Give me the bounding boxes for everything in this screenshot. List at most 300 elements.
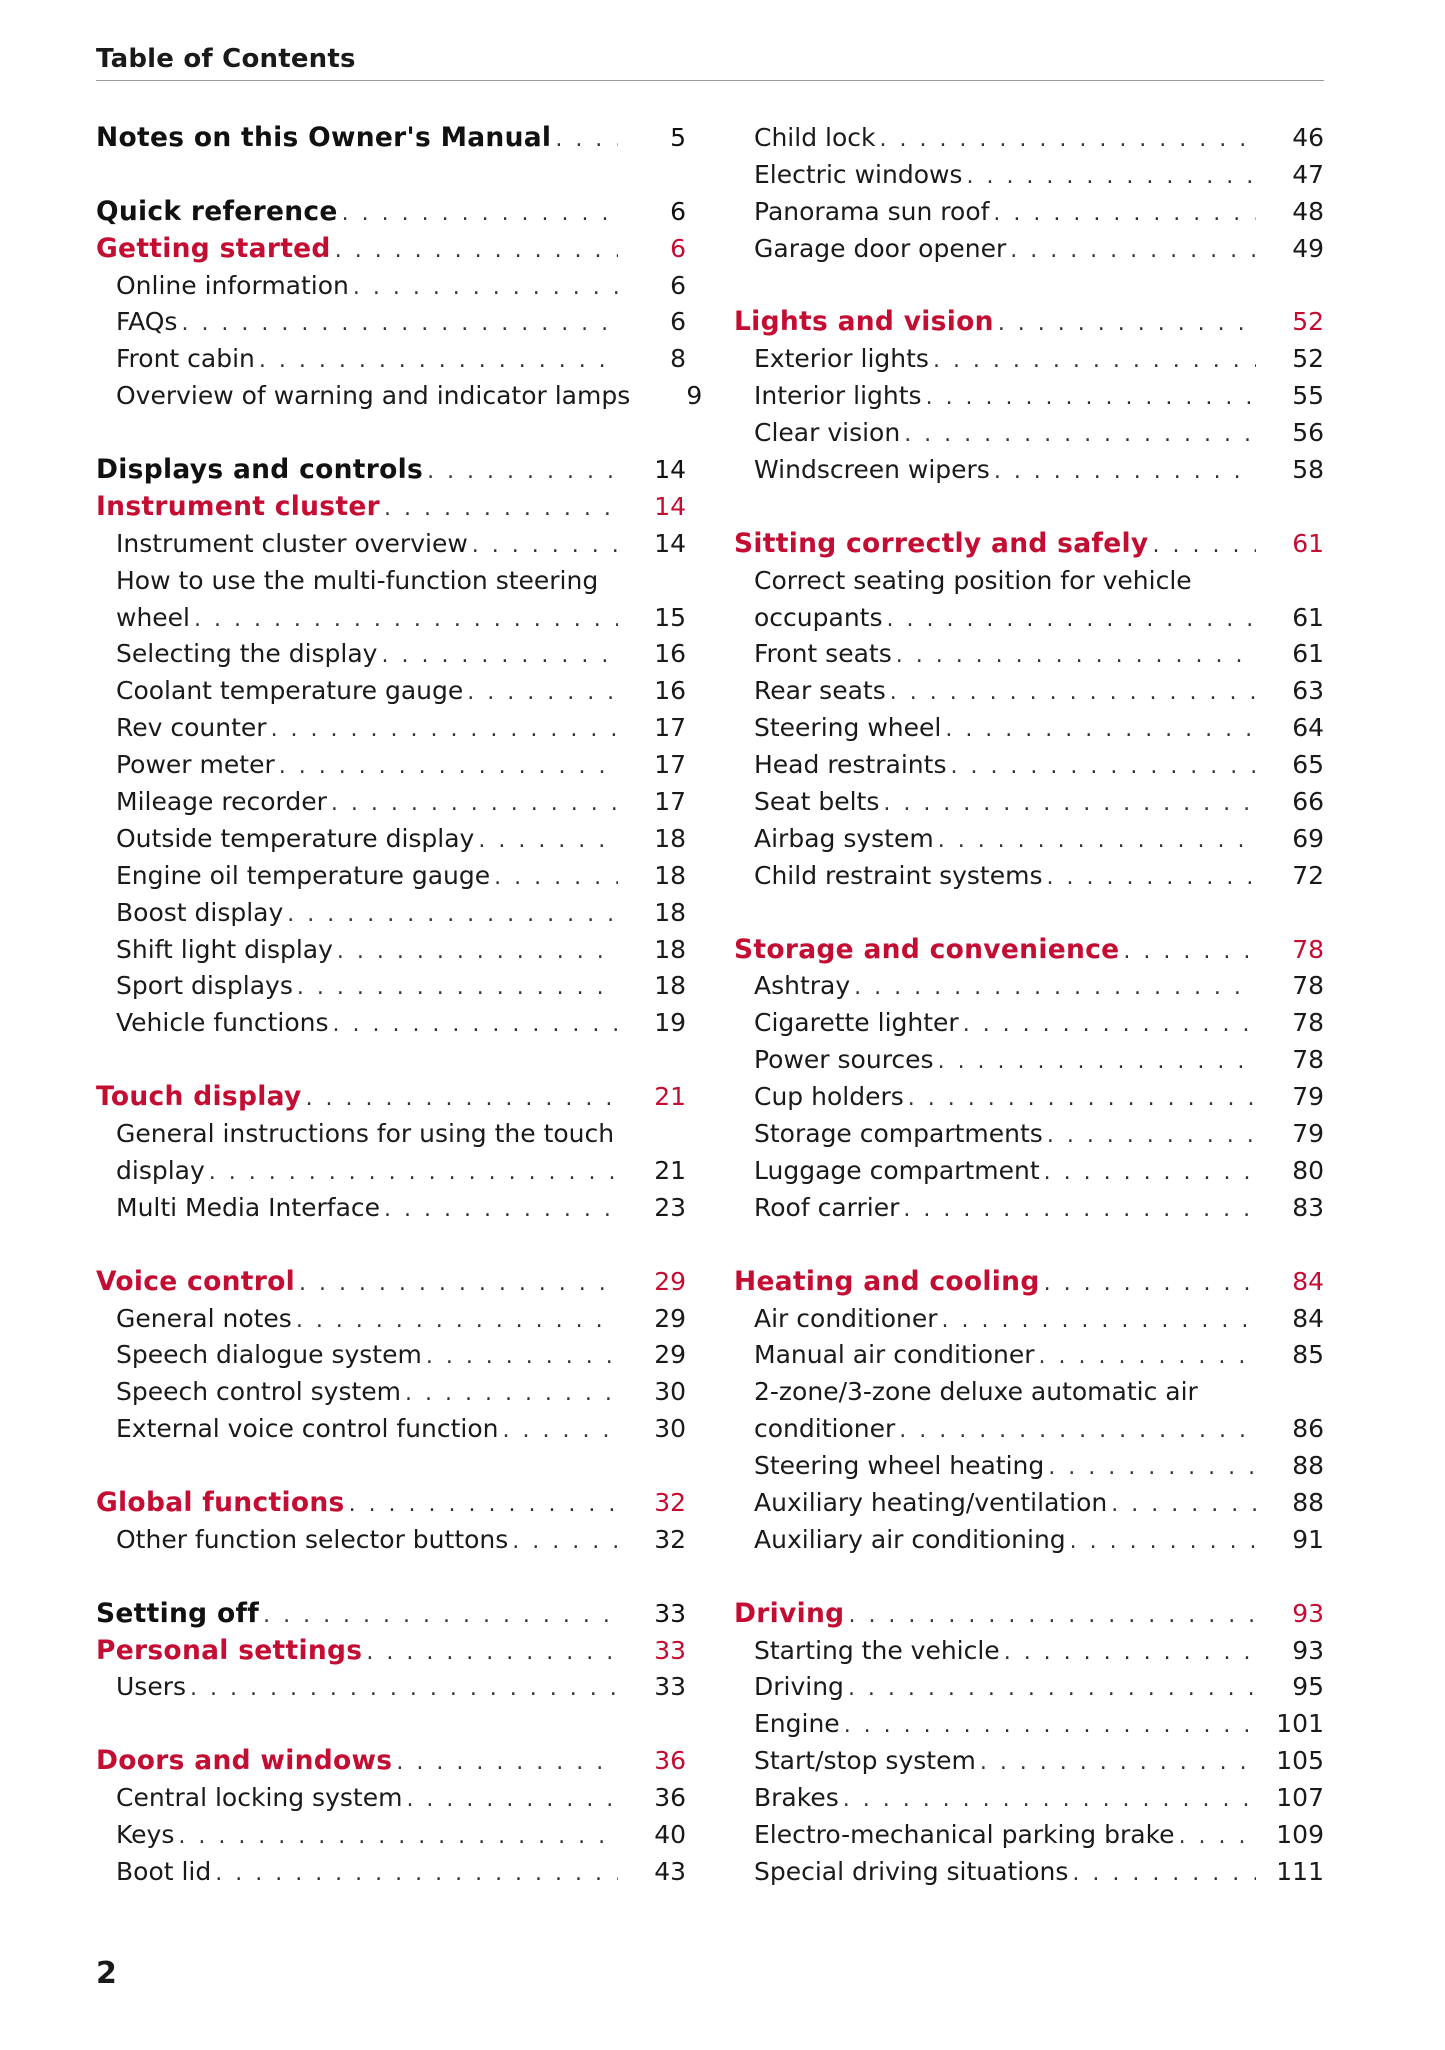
toc-entry-title: Starting the vehicle	[754, 1635, 1000, 1665]
toc-section-entry[interactable]	[96, 1669, 686, 1706]
toc-entry-page: 56	[1292, 418, 1324, 448]
toc-entry-page: 84	[1292, 1303, 1324, 1333]
toc-chapter-entry[interactable]	[734, 1596, 1324, 1633]
toc-entry-page: 18	[654, 971, 686, 1001]
toc-chapter-entry[interactable]	[734, 526, 1324, 563]
toc-entry-page: 101	[1276, 1709, 1324, 1739]
toc-entry-title: conditioner	[754, 1414, 896, 1444]
toc-dot-leader	[555, 122, 618, 159]
toc-dot-leader	[194, 602, 618, 639]
toc-spacer	[96, 157, 686, 194]
toc-section-entry[interactable]	[734, 636, 1324, 673]
toc-section-entry[interactable]	[734, 452, 1324, 489]
toc-entry-page: 91	[1292, 1524, 1324, 1554]
toc-section-entry[interactable]	[734, 157, 1324, 194]
toc-entry-page: 30	[654, 1414, 686, 1444]
toc-dot-leader	[271, 712, 618, 749]
toc-entry-page: 95	[1292, 1672, 1324, 1702]
toc-entry-title: Auxiliary heating/ventilation	[754, 1487, 1108, 1517]
toc-section-entry[interactable]	[96, 636, 686, 673]
toc-dot-leader	[178, 1819, 618, 1856]
toc-section-entry[interactable]	[734, 1633, 1324, 1670]
toc-dot-leader	[896, 638, 1256, 675]
toc-dot-leader	[478, 823, 618, 860]
toc-entry-page: 46	[1292, 123, 1324, 152]
toc-section-entry[interactable]	[96, 526, 686, 563]
toc-entry-page: 86	[1292, 1414, 1324, 1444]
toc-entry-title: Manual air conditioner	[754, 1340, 1035, 1370]
toc-dot-leader	[1072, 1856, 1256, 1893]
toc-section-entry[interactable]	[96, 747, 686, 784]
toc-section-entry[interactable]	[96, 341, 686, 378]
toc-dot-leader	[854, 970, 1256, 1007]
toc-section-entry[interactable]	[734, 563, 1324, 600]
toc-entry-page: 17	[654, 750, 686, 780]
toc-entry-title: Central locking system	[116, 1783, 403, 1813]
toc-entry-title: Driving	[734, 1597, 845, 1629]
toc-entry-title: Interior lights	[754, 381, 922, 411]
toc-section-entry[interactable]	[96, 673, 686, 710]
toc-entry-page: 8	[670, 344, 686, 374]
toc-entry-title: Power meter	[116, 750, 275, 780]
toc-column-right	[734, 120, 1324, 1891]
toc-dot-leader	[306, 1081, 618, 1118]
toc-entry-page: 16	[654, 676, 686, 706]
toc-dot-leader	[938, 1044, 1256, 1081]
toc-entry-page: 48	[1292, 196, 1324, 226]
toc-section-entry[interactable]	[96, 1374, 686, 1411]
toc-entry-title: 2-zone/3-zone deluxe automatic air	[754, 1377, 1198, 1407]
toc-chapter-entry[interactable]	[734, 932, 1324, 969]
toc-chapter-entry[interactable]	[96, 1485, 686, 1522]
toc-section-entry[interactable]	[734, 415, 1324, 452]
toc-entry-title: Storage and convenience	[734, 933, 1120, 965]
toc-section-entry[interactable]	[734, 1153, 1324, 1190]
toc-entry-title: Electro-mechanical parking brake	[754, 1819, 1175, 1849]
toc-entry-title: Heating and cooling	[734, 1265, 1040, 1297]
toc-chapter-entry[interactable]	[96, 1633, 686, 1670]
toc-entry-title: Quick reference	[96, 195, 338, 227]
toc-entry-page: 88	[1292, 1487, 1324, 1517]
toc-entry-title: Front seats	[754, 639, 892, 669]
toc-dot-leader	[1048, 1450, 1256, 1487]
toc-section-entry[interactable]	[734, 784, 1324, 821]
toc-entry-title: Airbag system	[754, 823, 934, 853]
toc-dot-leader	[384, 491, 618, 528]
toc-entry-title: Panorama sun roof	[754, 196, 990, 226]
page-header	[96, 44, 1324, 81]
toc-entry-title: Displays and controls	[96, 454, 424, 486]
toc-dot-leader	[890, 675, 1256, 712]
toc-entry-page: 29	[654, 1266, 686, 1296]
toc-chapter-entry[interactable]	[96, 452, 686, 489]
toc-dot-leader	[883, 786, 1256, 823]
toc-dot-leader	[926, 380, 1256, 417]
toc-entry-page: 18	[654, 934, 686, 964]
toc-dot-leader	[381, 638, 618, 675]
toc-section-entry[interactable]	[734, 821, 1324, 858]
toc-spacer	[96, 1227, 686, 1264]
toc-section-entry[interactable]	[96, 378, 703, 415]
toc-dot-leader	[296, 1303, 618, 1340]
toc-entry-title: Special driving situations	[754, 1856, 1069, 1886]
toc-entry-page: 78	[1292, 971, 1324, 1001]
toc-section-entry[interactable]	[734, 341, 1324, 378]
toc-entry-title: Steering wheel	[754, 713, 942, 743]
toc-entry-title: wheel	[116, 602, 190, 632]
toc-section-entry[interactable]	[734, 1042, 1324, 1079]
toc-entry-title: Cigarette lighter	[754, 1008, 959, 1038]
toc-entry-page: 66	[1292, 787, 1324, 817]
toc-spacer	[96, 1042, 686, 1079]
toc-entry-page: 29	[654, 1303, 686, 1333]
toc-spacer	[734, 1559, 1324, 1596]
toc-entry-title: Engine oil temperature gauge	[116, 860, 491, 890]
toc-section-entry[interactable]	[96, 1854, 686, 1891]
page-title: Table of Contents	[96, 44, 356, 74]
toc-section-entry[interactable]	[734, 1448, 1324, 1485]
toc-entry-title: Power sources	[754, 1045, 934, 1075]
toc-section-entry[interactable]	[734, 968, 1324, 1005]
toc-entry-page: 9	[686, 381, 703, 411]
toc-dot-leader	[259, 343, 618, 380]
toc-dot-leader	[1004, 1635, 1256, 1672]
toc-entry-title: Instrument cluster	[96, 490, 380, 522]
toc-section-entry[interactable]	[96, 1780, 686, 1817]
toc-section-entry[interactable]	[96, 1005, 686, 1042]
toc-entry-page: 78	[1292, 1008, 1324, 1038]
toc-section-entry[interactable]	[96, 1411, 686, 1448]
toc-entry-title: Garage door opener	[754, 233, 1007, 263]
toc-entry-title: General instructions for using the touch	[116, 1119, 615, 1149]
toc-entry-page: 83	[1292, 1192, 1324, 1222]
toc-section-entry[interactable]	[734, 1079, 1324, 1116]
toc-section-entry[interactable]	[734, 600, 1324, 637]
toc-section-entry[interactable]	[96, 858, 686, 895]
toc-entry-title: Clear vision	[754, 418, 901, 448]
toc-dot-leader	[908, 1081, 1256, 1118]
toc-entry-page: 93	[1292, 1598, 1324, 1628]
toc-dot-leader	[209, 1155, 618, 1192]
toc-dot-leader	[980, 1745, 1256, 1782]
toc-entry-page: 6	[670, 233, 686, 263]
toc-entry-title: Shift light display	[116, 934, 333, 964]
toc-entry-page: 79	[1292, 1119, 1324, 1149]
toc-section-entry[interactable]	[734, 747, 1324, 784]
toc-dot-leader	[887, 602, 1257, 639]
toc-entry-title: Boost display	[116, 897, 284, 927]
toc-dot-leader	[848, 1598, 1256, 1635]
toc-section-entry[interactable]	[96, 784, 686, 821]
toc-entry-title: Users	[116, 1672, 187, 1702]
toc-entry-title: Coolant temperature gauge	[116, 676, 464, 706]
toc-dot-leader	[337, 934, 618, 971]
toc-entry-page: 107	[1276, 1783, 1324, 1813]
toc-dot-leader	[1111, 1487, 1256, 1524]
page-number: 2	[96, 1956, 117, 1991]
toc-section-entry[interactable]	[96, 304, 686, 341]
toc-entry-title: External voice control function	[116, 1414, 499, 1444]
toc-entry-page: 61	[1292, 528, 1324, 558]
toc-section-entry[interactable]	[734, 1854, 1324, 1891]
toc-entry-page: 52	[1292, 307, 1324, 337]
toc-dot-leader	[427, 454, 618, 491]
toc-entry-title: Child lock	[754, 123, 876, 152]
toc-dot-leader	[503, 1413, 618, 1450]
toc-entry-page: 105	[1276, 1746, 1324, 1776]
toc-dot-leader	[366, 1635, 618, 1672]
toc-entry-title: Speech control system	[116, 1377, 402, 1407]
toc-entry-page: 18	[654, 823, 686, 853]
toc-entry-title: display	[116, 1155, 205, 1185]
toc-dot-leader	[181, 306, 618, 343]
toc-entry-page: 69	[1292, 823, 1324, 853]
toc-spacer	[734, 895, 1324, 932]
toc-entry-page: 5	[670, 123, 686, 152]
toc-dot-leader	[933, 343, 1256, 380]
toc-entry-page: 21	[654, 1082, 686, 1112]
toc-spacer	[96, 1706, 686, 1743]
toc-dot-leader	[844, 1708, 1256, 1745]
toc-section-entry[interactable]	[734, 1005, 1324, 1042]
toc-section-entry[interactable]	[96, 710, 686, 747]
toc-section-entry[interactable]	[96, 821, 686, 858]
toc-entry-title: Notes on this Owner's Manual	[96, 122, 552, 153]
toc-chapter-entry[interactable]	[96, 194, 686, 231]
toc-chapter-entry[interactable]	[734, 304, 1324, 341]
toc-entry-title: Overview of warning and indicator lamps	[116, 381, 631, 411]
toc-entry-title: Boot lid	[116, 1856, 212, 1886]
toc-entry-title: Sitting correctly and safely	[734, 527, 1149, 559]
toc-spacer	[96, 415, 686, 452]
toc-spacer	[96, 1559, 686, 1596]
toc-entry-title: Start/stop system	[754, 1746, 976, 1776]
toc-entry-page: 6	[670, 196, 686, 226]
toc-entry-title: Keys	[116, 1819, 175, 1849]
toc-entry-page: 78	[1292, 1045, 1324, 1075]
toc-entry-title: Personal settings	[96, 1634, 363, 1666]
toc-entry-title: Front cabin	[116, 344, 255, 374]
toc-entry-page: 61	[1292, 639, 1324, 669]
toc-entry-title: Head restraints	[754, 750, 947, 780]
toc-entry-page: 61	[1292, 602, 1324, 632]
toc-dot-leader	[190, 1671, 618, 1708]
toc-dot-leader	[215, 1856, 618, 1893]
toc-entry-page: 93	[1292, 1635, 1324, 1665]
toc-entry-page: 18	[654, 897, 686, 927]
toc-entry-page: 43	[654, 1856, 686, 1886]
toc-section-entry[interactable]	[96, 968, 686, 1005]
toc-entry-title: Seat belts	[754, 787, 880, 817]
toc-section-entry[interactable]	[734, 1374, 1324, 1411]
toc-dot-leader	[1010, 233, 1256, 270]
toc-entry-page: 49	[1292, 233, 1324, 263]
toc-entry-page: 17	[654, 713, 686, 743]
toc-dot-leader	[287, 897, 618, 934]
toc-section-entry[interactable]	[734, 378, 1324, 415]
toc-dot-leader	[1070, 1524, 1256, 1561]
toc-section-entry[interactable]	[734, 1485, 1324, 1522]
toc-dot-leader	[396, 1745, 618, 1782]
toc-dot-leader	[263, 1598, 618, 1635]
toc-entry-page: 47	[1292, 159, 1324, 189]
toc-entry-page: 78	[1292, 934, 1324, 964]
toc-dot-leader	[335, 233, 618, 270]
toc-section-entry[interactable]	[734, 1522, 1324, 1559]
toc-chapter-entry[interactable]	[96, 120, 686, 157]
toc-entry-title: Ashtray	[754, 971, 851, 1001]
toc-entry-title: Voice control	[96, 1265, 295, 1297]
toc-entry-page: 23	[654, 1192, 686, 1222]
toc-entry-title: Engine	[754, 1709, 840, 1739]
toc-dot-leader	[331, 786, 618, 823]
toc-dot-leader	[405, 1376, 618, 1413]
toc-dot-leader	[1044, 1155, 1256, 1192]
toc-entry-title: Instrument cluster overview	[116, 528, 468, 558]
toc-section-entry[interactable]	[734, 1817, 1324, 1854]
toc-section-entry[interactable]	[96, 1190, 686, 1227]
toc-entry-page: 64	[1292, 713, 1324, 743]
toc-entry-title: Electric windows	[754, 159, 963, 189]
toc-dot-leader	[994, 454, 1256, 491]
toc-entry-page: 36	[654, 1783, 686, 1813]
toc-entry-page: 15	[654, 602, 686, 632]
toc-section-entry[interactable]	[734, 1301, 1324, 1338]
toc-entry-page: 32	[654, 1487, 686, 1517]
toc-section-entry[interactable]	[96, 1522, 686, 1559]
toc-section-entry[interactable]	[734, 120, 1324, 157]
toc-entry-page: 40	[654, 1819, 686, 1849]
toc-dot-leader	[1047, 860, 1257, 897]
toc-section-entry[interactable]	[734, 1411, 1324, 1448]
toc-dot-leader	[966, 159, 1256, 196]
toc-entry-title: Vehicle functions	[116, 1008, 329, 1038]
toc-entry-page: 58	[1292, 455, 1324, 485]
toc-section-entry[interactable]	[96, 268, 686, 305]
toc-entry-page: 111	[1276, 1856, 1324, 1886]
toc-entry-title: Other function selector buttons	[116, 1524, 509, 1554]
toc-spacer	[734, 489, 1324, 526]
toc-section-entry[interactable]	[96, 895, 686, 932]
toc-dot-leader	[426, 1339, 618, 1376]
toc-entry-title: Sport displays	[116, 971, 293, 1001]
toc-entry-title: Selecting the display	[116, 639, 378, 669]
toc-chapter-entry[interactable]	[96, 489, 686, 526]
toc-dot-leader	[1179, 1819, 1256, 1856]
toc-dot-leader	[903, 1192, 1256, 1229]
toc-dot-leader	[467, 675, 618, 712]
toc-section-entry[interactable]	[734, 858, 1324, 895]
toc-entry-page: 16	[654, 639, 686, 669]
toc-entry-page: 79	[1292, 1082, 1324, 1112]
toc-entry-page: 72	[1292, 860, 1324, 890]
toc-dot-leader	[879, 122, 1256, 159]
toc-section-entry[interactable]	[96, 563, 686, 600]
toc-section-entry[interactable]	[96, 1301, 686, 1338]
toc-entry-title: Correct seating position for vehicle	[754, 565, 1192, 595]
toc-entry-page: 21	[654, 1155, 686, 1185]
toc-section-entry[interactable]	[734, 1116, 1324, 1153]
toc-entry-page: 33	[654, 1672, 686, 1702]
toc-entry-title: Multi Media Interface	[116, 1192, 381, 1222]
toc-spacer	[96, 1448, 686, 1485]
toc-dot-leader	[1153, 528, 1257, 565]
toc-dot-leader	[1039, 1339, 1256, 1376]
toc-entry-title: Touch display	[96, 1081, 302, 1113]
toc-dot-leader	[384, 1192, 618, 1229]
toc-entry-page: 19	[654, 1008, 686, 1038]
toc-section-entry[interactable]	[734, 1706, 1324, 1743]
toc-chapter-entry[interactable]	[96, 1743, 686, 1780]
toc-dot-leader	[342, 196, 618, 233]
toc-dot-leader	[848, 1671, 1256, 1708]
toc-section-entry[interactable]	[96, 932, 686, 969]
toc-dot-leader	[1123, 934, 1256, 971]
toc-entry-title: Auxiliary air conditioning	[754, 1524, 1066, 1554]
toc-chapter-entry[interactable]	[96, 231, 686, 268]
toc-entry-title: Storage compartments	[754, 1119, 1043, 1149]
toc-dot-leader	[472, 528, 618, 565]
toc-entry-page: 109	[1276, 1819, 1324, 1849]
toc-entry-page: 6	[670, 307, 686, 337]
toc-section-entry[interactable]	[734, 673, 1324, 710]
toc-section-entry[interactable]	[96, 1153, 686, 1190]
toc-dot-leader	[945, 712, 1256, 749]
toc-chapter-entry[interactable]	[96, 1079, 686, 1116]
toc-entry-page: 32	[654, 1524, 686, 1554]
toc-entry-title: Rev counter	[116, 713, 267, 743]
toc-entry-page: 52	[1292, 344, 1324, 374]
toc-dot-leader	[494, 860, 618, 897]
toc-section-entry[interactable]	[734, 1337, 1324, 1374]
toc-dot-leader	[333, 1007, 619, 1044]
toc-dot-leader	[942, 1303, 1256, 1340]
toc-section-entry[interactable]	[734, 1780, 1324, 1817]
toc-section-entry[interactable]	[734, 231, 1324, 268]
toc-section-entry[interactable]	[734, 710, 1324, 747]
toc-section-entry[interactable]	[96, 600, 686, 637]
toc-section-entry[interactable]	[96, 1337, 686, 1374]
toc-chapter-entry[interactable]	[96, 1596, 686, 1633]
toc-entry-page: 33	[654, 1635, 686, 1665]
toc-entry-title: Setting off	[96, 1597, 260, 1629]
toc-chapter-entry[interactable]	[734, 1264, 1324, 1301]
toc-dot-leader	[843, 1782, 1256, 1819]
toc-dot-leader	[899, 1413, 1256, 1450]
toc-section-entry[interactable]	[734, 1669, 1324, 1706]
toc-dot-leader	[297, 970, 618, 1007]
toc-entry-title: Global functions	[96, 1486, 345, 1518]
toc-section-entry[interactable]	[96, 1817, 686, 1854]
toc-section-entry[interactable]	[734, 1190, 1324, 1227]
toc-entry-page: 18	[654, 860, 686, 890]
toc-entry-page: 14	[654, 455, 686, 485]
toc-dot-leader	[512, 1524, 618, 1561]
toc-section-entry[interactable]	[734, 1743, 1324, 1780]
toc-section-entry[interactable]	[96, 1116, 686, 1153]
toc-entry-title: occupants	[754, 602, 883, 632]
toc-entry-title: Windscreen wipers	[754, 455, 990, 485]
toc-entry-page: 85	[1292, 1340, 1324, 1370]
toc-spacer	[734, 1227, 1324, 1264]
toc-entry-title: Roof carrier	[754, 1192, 900, 1222]
toc-chapter-entry[interactable]	[96, 1264, 686, 1301]
toc-section-entry[interactable]	[734, 194, 1324, 231]
toc-column-left	[96, 120, 703, 1891]
toc-dot-leader	[998, 306, 1256, 343]
toc-entry-title: Lights and vision	[734, 306, 994, 338]
toc-dot-leader	[938, 823, 1256, 860]
